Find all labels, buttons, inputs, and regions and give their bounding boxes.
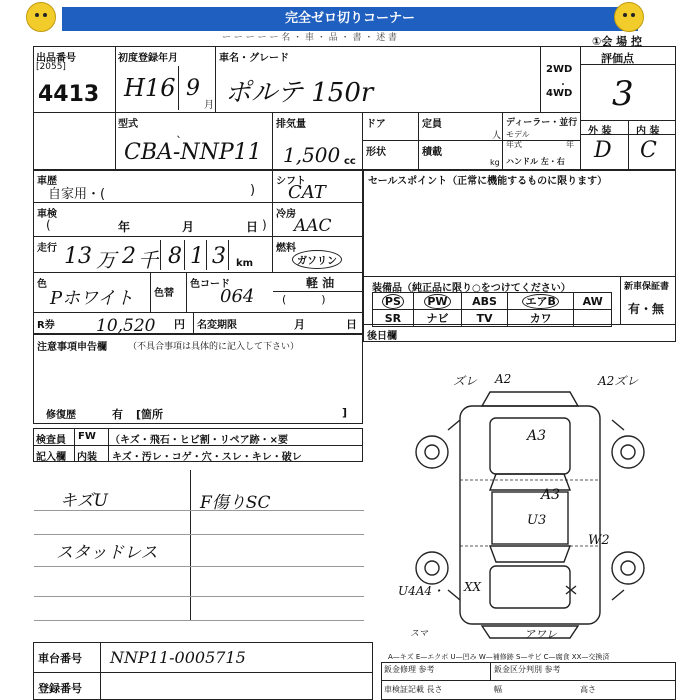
car-name-label: 車名・グレード [219,53,289,64]
equip-ps: PS [373,293,414,310]
int-label: 内 装 [636,126,660,137]
mileage-sen-unit: 千 [138,248,158,272]
dims-width: 幅 [494,685,502,694]
fuel-label: 燃料 [276,243,296,254]
fuel-gasoline: ガソリン [292,250,342,269]
score-value: 3 [612,74,634,114]
load-unit: kg [490,158,500,167]
diag-front-right: A2ズレ [598,374,639,388]
diag-front-left: ズレ [453,374,478,388]
inspector-interior: 内装 [77,452,97,463]
repair-label: 修復歴 [46,410,76,421]
chassis-label: 車台番号 [38,652,82,665]
diag-hood: A3 [527,428,547,444]
first-reg-month-unit: 月 [204,100,214,111]
int-value: C [640,138,657,163]
usage-label: 車歴 [37,176,57,187]
venue-label: ①会 場 控 [592,35,642,48]
color-label: 色 [37,279,47,290]
inspector-row-1: （キズ・飛石・ヒビ割・リペア跡・×要 [110,435,288,446]
header-clip: ー ー ー ー ー 名 ・ 車 ・ 品 ・ 書 ・ 述 書 [222,33,398,43]
frame-ref: 鈑金区分判別 参考 [494,665,561,674]
model-year-label1: モデル [506,130,530,139]
mileage-man-unit: 万 [96,248,116,272]
diag-bottom-right: アワレ [524,628,557,641]
car-damage-diagram [400,380,660,640]
warranty-value: 有・無 [628,302,665,316]
color-value: Pホワイト [50,288,134,309]
model-value: CBA-NNP11 [124,140,262,165]
shift-value: CAT [288,182,326,203]
inspector-row-2: キズ・汚レ・コゲ・穴・スレ・キレ・破レ [112,452,302,463]
note-left-2: スタッドレス [56,543,158,563]
first-reg-label: 初度登録年月 [118,53,178,64]
displacement-label: 排気量 [276,119,306,130]
mileage-unit: km [236,258,254,269]
displacement-value: 1,500 [283,143,341,167]
fuel-paren: ( ) [282,293,326,306]
diag-roof: A3 [541,487,561,503]
equip-tv: TV [462,310,508,327]
warranty-label: 新車保証書 [624,282,670,292]
recycle-value: 10,520 [96,316,156,336]
lot-label: 出品番号 [36,53,76,64]
after-day-label: 後日欄 [367,331,397,342]
drive-2wd: 2WD [546,64,573,75]
drive-4wd: 4WD [546,88,573,99]
doors-label: ドア [366,119,386,130]
notes-label: 注意事項申告欄 [37,342,107,353]
shift-label: シフト [276,176,306,187]
color-change-label: 色替 [154,288,174,299]
model-year-unit: 年 [566,140,574,149]
mileage-digit-2: 1 [190,244,204,269]
notes-sub: （不具合事項は具体的に記入して下さい） [128,342,300,352]
handle-label: ハンドル 左・右 [506,157,565,166]
recycle-unit: 円 [174,318,185,331]
equip-empty [574,310,612,327]
equip-abs: ABS [462,293,508,310]
capacity-unit: 人 [492,131,502,141]
mileage-sen: 2 [122,244,136,269]
dims-height: 高さ [580,685,596,694]
name-change-day: 日 [346,318,357,331]
dims-length: 車検証記載 長さ [384,685,443,694]
repair-close: ] [342,406,348,419]
car-name-value: ポルテ 150r [225,78,374,108]
first-reg-month: 9 [186,76,200,101]
diag-bottom-left: スマ [410,629,428,639]
repair-place: [箇所 [136,408,164,421]
inspector-label-1: 検査員 [36,435,66,446]
capacity-label: 定員 [422,119,442,130]
ac-label: 冷房 [276,209,296,220]
first-reg-era: H16 [124,74,176,102]
equipment-table [372,292,612,327]
usage-value: 自家用・( [48,187,106,202]
mascot-left-icon [26,2,56,32]
mileage-digit-3: 3 [212,244,226,269]
lot-code: [2055] [36,62,66,72]
inspection-open: ( [46,218,51,232]
diag-front-a2: A2 [495,372,512,386]
note-right-1: F傷りSC [200,493,271,513]
legend: A—キズ E—エクボ U—凹み W—補修跡 S—サビ C—腐食 XX—交換済 [388,653,610,661]
inspector-fw: FW [78,431,96,442]
diag-w2: W2 [588,533,610,548]
color-code-value: 064 [220,286,255,307]
inspection-close: ) [262,218,267,232]
lot-number: 4413 [38,82,100,107]
recycle-label: R券 [37,320,55,331]
note-left-1: キズU [60,491,108,511]
repair-value: 有 [112,408,123,421]
banner-title: 完全ゼロ切りコーナー [62,7,638,31]
ext-value: D [594,138,612,163]
equipment-label: 装備品（純正品に限り○をつけてください） [372,283,571,294]
load-label: 積載 [422,147,442,158]
mileage-digit-1: 8 [168,244,182,269]
sales-point-label: セールスポイント（正常に機能するものに限ります） [368,176,608,187]
shape-label: 形状 [366,147,386,158]
ext-label: 外 装 [588,126,612,137]
diag-rear-left: U4A4・ [398,584,445,598]
equip-pw: PW [413,293,461,310]
diag-u3: U3 [527,513,547,528]
equip-sr: SR [373,310,414,327]
mileage-label: 走行 [37,243,57,254]
dealer-label: ディーラー・並行 [506,118,578,128]
equip-aw: AW [574,293,612,310]
inspection-year: 年 [118,220,131,234]
model-mark: ˎ [176,124,182,138]
equip-leather: カワ [507,310,573,327]
equip-airbag: エアB [507,293,573,310]
mascot-right-icon [614,2,644,32]
repair-ref: 鈑金修理 参考 [384,665,435,674]
drive-dot: ・ [558,80,568,91]
diag-rear-xx: XX [464,580,482,594]
model-year-label2: 年式 [506,140,522,149]
fuel-diesel: 軽 油 [306,276,335,290]
inspector-label-2: 記入欄 [36,452,66,463]
usage-close: ) [250,183,256,198]
inspection-day: 日 [246,220,259,234]
registration-label: 登録番号 [38,682,82,695]
ac-value: AAC [294,216,332,236]
model-label: 型式 [118,119,138,130]
inspection-label: 車検 [37,209,57,220]
displacement-unit: cc [344,156,356,167]
chassis-value: NNP11-0005715 [110,648,246,667]
inspection-month: 月 [182,220,195,234]
equip-navi: ナビ [413,310,461,327]
mileage-man: 13 [64,244,92,269]
name-change-month: 月 [294,318,305,331]
name-change-label: 名変期限 [197,320,237,331]
color-code-label: 色コード [190,279,230,290]
score-label: 評価点 [601,52,634,65]
